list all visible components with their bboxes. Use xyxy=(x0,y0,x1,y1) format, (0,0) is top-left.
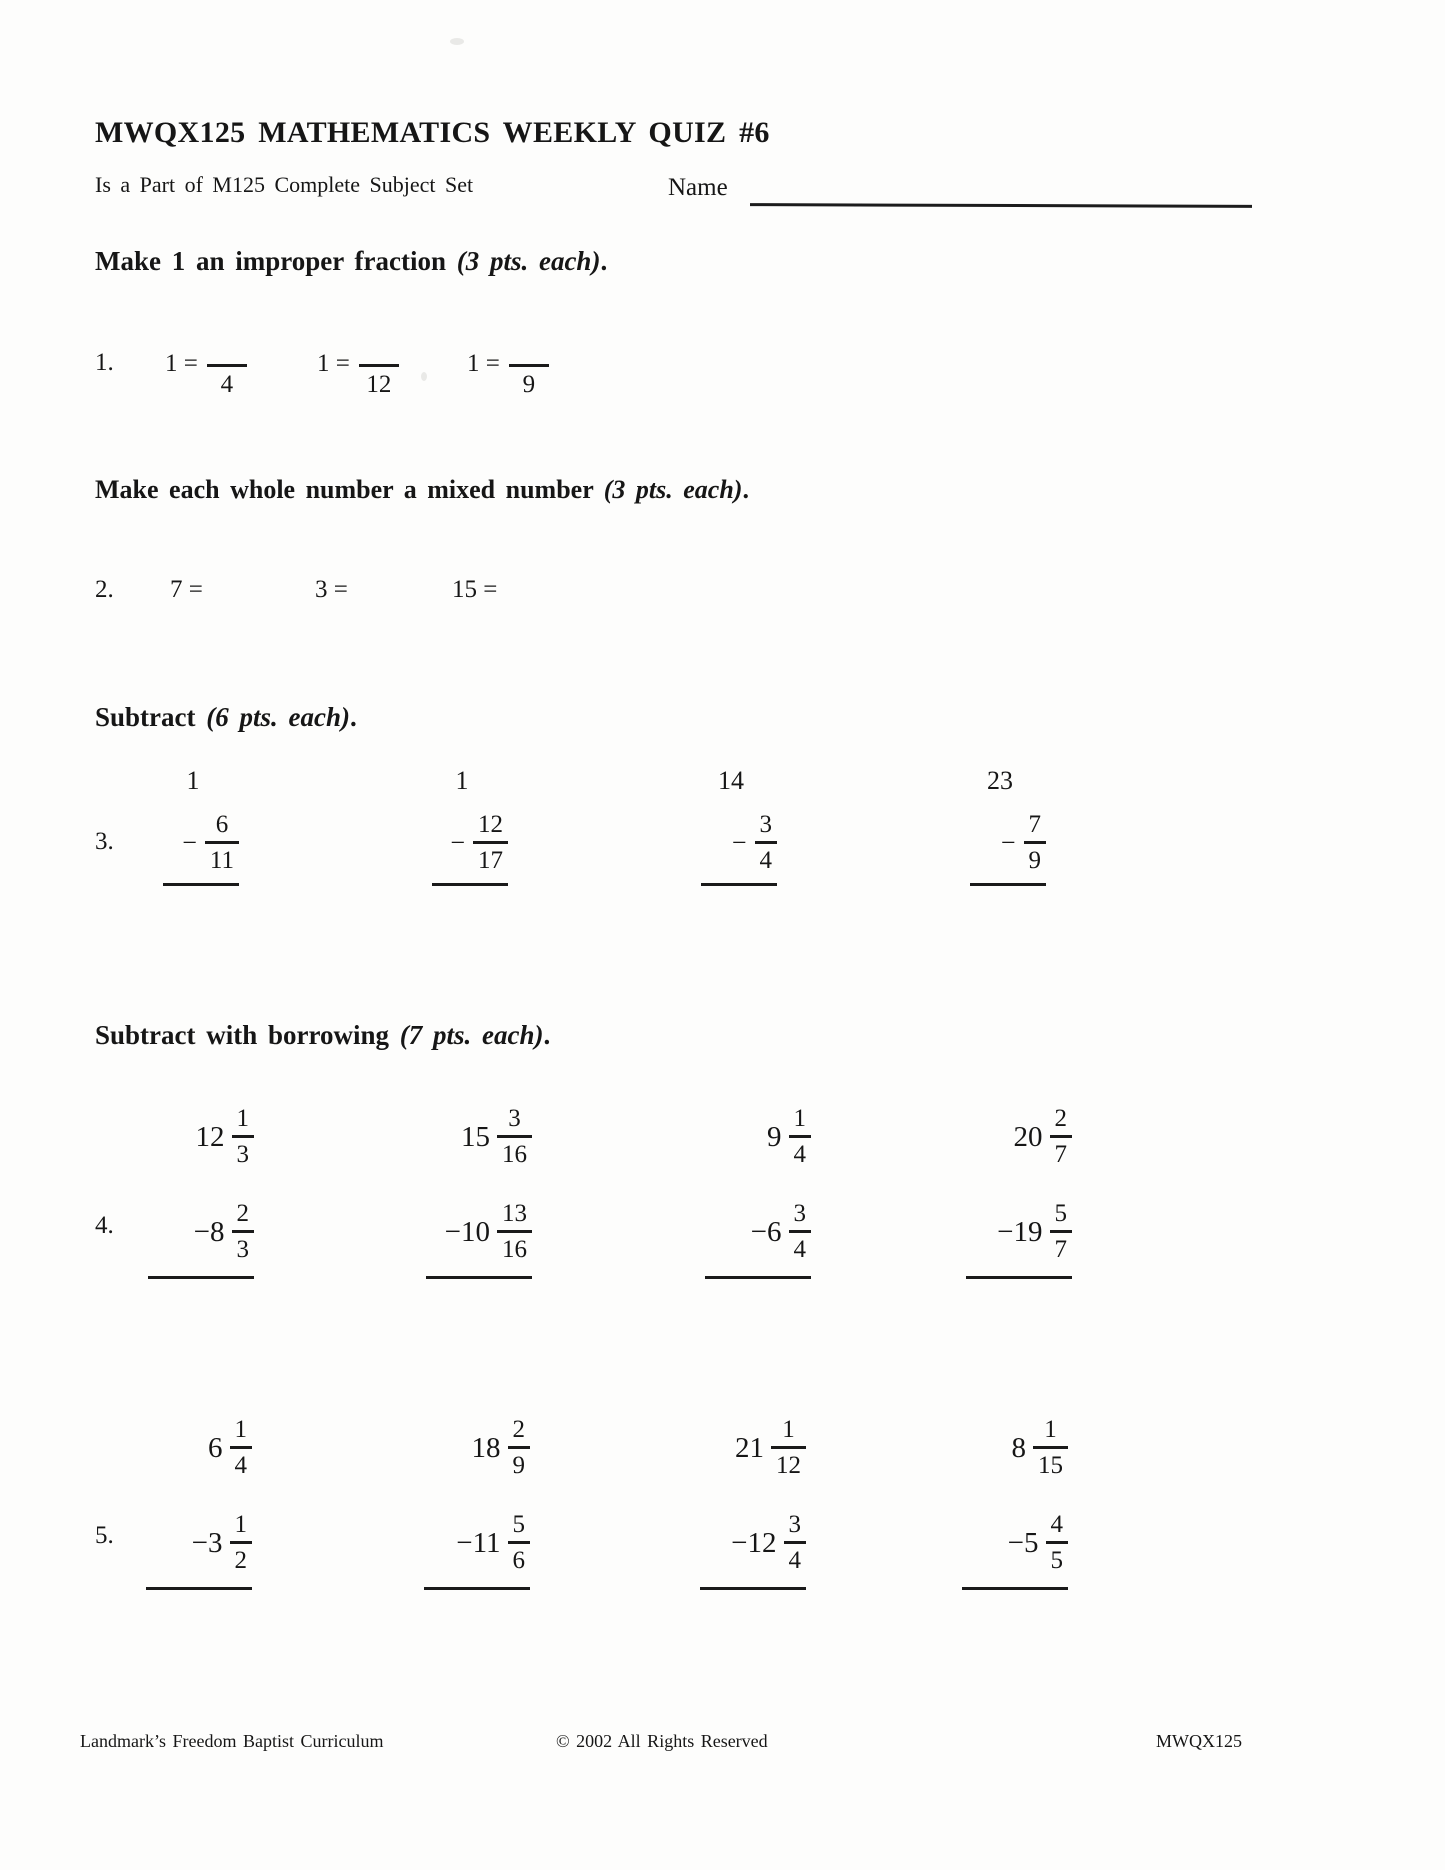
answer-line[interactable] xyxy=(966,1276,1072,1279)
fraction xyxy=(1050,1104,1073,1169)
heading-text: Make 1 an improper fraction xyxy=(95,246,457,276)
mixed-bottom xyxy=(962,1510,1068,1575)
name-fill-line[interactable] xyxy=(750,203,1252,208)
fraction-numerator: 3 xyxy=(759,811,772,838)
fraction-numerator: 7 xyxy=(1028,811,1041,838)
name-label: Name xyxy=(668,174,728,201)
fraction xyxy=(205,810,239,875)
fraction-denominator: 9 xyxy=(522,371,536,398)
mixed-subtraction-problem[interactable] xyxy=(705,1104,811,1279)
fraction-numerator: 1 xyxy=(1044,1416,1057,1443)
heading-suffix: . xyxy=(742,475,749,504)
minus-sign: − xyxy=(1000,827,1016,857)
fraction xyxy=(1046,1510,1069,1575)
fraction-numerator: 1 xyxy=(234,1511,247,1538)
fraction-numerator: 1 xyxy=(782,1416,795,1443)
whole-number: −19 xyxy=(997,1215,1043,1248)
fraction-denominator: 7 xyxy=(1050,1135,1073,1169)
mixed-top xyxy=(146,1415,252,1480)
whole-number: −3 xyxy=(191,1526,223,1559)
answer-line[interactable] xyxy=(424,1587,530,1590)
answer-line[interactable] xyxy=(148,1276,254,1279)
mixed-subtraction-problem[interactable] xyxy=(962,1415,1068,1590)
fraction xyxy=(508,1415,531,1480)
fraction-denominator: 4 xyxy=(230,1446,253,1480)
mixed-top xyxy=(148,1104,254,1169)
fraction-numerator: 3 xyxy=(788,1511,801,1538)
blank-fraction[interactable] xyxy=(207,348,247,399)
minuend: 1 xyxy=(186,766,200,795)
heading-suffix: . xyxy=(349,702,357,732)
fraction-denominator: 9 xyxy=(1024,841,1047,875)
whole-number: −12 xyxy=(731,1526,777,1559)
fraction-numerator: 13 xyxy=(502,1200,527,1227)
fraction-denominator: 4 xyxy=(789,1135,812,1169)
mixed-bottom xyxy=(700,1510,806,1575)
fraction-numerator: 2 xyxy=(1054,1105,1067,1132)
mixed-subtraction-problem[interactable] xyxy=(426,1104,532,1279)
problem-2-number: 2. xyxy=(95,576,114,603)
fraction xyxy=(473,810,508,875)
whole-number: 15 xyxy=(461,1120,490,1153)
answer-line[interactable] xyxy=(426,1276,532,1279)
problem-3-number: 3. xyxy=(95,828,114,855)
answer-line[interactable] xyxy=(146,1587,252,1590)
mixed-bottom xyxy=(424,1510,530,1575)
fraction xyxy=(232,1104,255,1169)
fraction-numerator: 3 xyxy=(508,1105,521,1132)
fraction-denominator: 4 xyxy=(789,1230,812,1264)
minus-sign: − xyxy=(450,827,465,857)
whole-number: 18 xyxy=(471,1431,501,1464)
fraction-numerator: 1 xyxy=(793,1105,806,1132)
whole-number: 21 xyxy=(735,1431,764,1464)
heading-points: (6 pts. each) xyxy=(206,702,350,732)
blank-fraction[interactable] xyxy=(359,348,399,399)
heading-suffix: . xyxy=(543,1020,551,1050)
heading-text: Subtract with borrowing xyxy=(95,1020,400,1050)
fraction-denominator: 12 xyxy=(771,1446,806,1480)
whole-number-item[interactable]: 3 = xyxy=(315,576,348,603)
fraction xyxy=(508,1510,531,1575)
minuend: 23 xyxy=(987,766,1013,795)
subtraction-problem[interactable] xyxy=(701,768,777,886)
whole-number: −10 xyxy=(444,1215,490,1248)
subtraction-problem[interactable] xyxy=(432,768,508,886)
problem-1-number: 1. xyxy=(95,349,114,376)
fraction-denominator: 7 xyxy=(1050,1230,1073,1264)
heading-text: Make each whole number a mixed number xyxy=(95,475,604,504)
mixed-bottom xyxy=(705,1199,811,1264)
fraction xyxy=(789,1199,812,1264)
fraction-numerator: 5 xyxy=(512,1511,525,1538)
fraction-numerator: 3 xyxy=(793,1200,806,1227)
fraction-numerator: 2 xyxy=(512,1416,525,1443)
footer-right: MWQX125 xyxy=(1156,1731,1242,1751)
fraction xyxy=(1033,1415,1068,1480)
fraction-denominator: 17 xyxy=(473,841,508,875)
fraction-numerator: 1 xyxy=(234,1416,247,1443)
fraction-numerator: 1 xyxy=(236,1105,249,1132)
fraction-denominator: 15 xyxy=(1033,1446,1068,1480)
whole-number: −5 xyxy=(1007,1526,1039,1559)
equation-lhs: 1 = xyxy=(165,350,198,377)
section-heading-improper-fraction xyxy=(95,246,607,277)
fraction xyxy=(230,1510,253,1575)
answer-line[interactable] xyxy=(163,883,239,886)
mixed-subtraction-problem[interactable] xyxy=(148,1104,254,1279)
answer-line[interactable] xyxy=(962,1587,1068,1590)
page-title: MWQX125 MATHEMATICS WEEKLY QUIZ #6 xyxy=(95,116,770,149)
fraction xyxy=(232,1199,255,1264)
fraction-denominator: 4 xyxy=(220,371,234,398)
heading-suffix: . xyxy=(600,246,608,276)
mixed-bottom xyxy=(146,1510,252,1575)
section-heading-subtract xyxy=(95,702,357,733)
whole-number: −11 xyxy=(456,1526,501,1559)
fraction-denominator: 11 xyxy=(205,841,239,875)
whole-number-item[interactable]: 15 = xyxy=(452,576,498,603)
mixed-subtraction-problem[interactable] xyxy=(424,1415,530,1590)
fraction-denominator: 6 xyxy=(508,1541,531,1575)
fraction-denominator: 4 xyxy=(755,841,778,875)
improper-fraction-item[interactable] xyxy=(165,348,247,399)
whole-number: −8 xyxy=(193,1215,225,1248)
mixed-top xyxy=(426,1104,532,1169)
fraction xyxy=(497,1104,532,1169)
heading-points: (3 pts. each) xyxy=(603,475,743,504)
fraction-numerator: 2 xyxy=(236,1200,249,1227)
fraction xyxy=(1024,810,1047,875)
fraction-denominator: 3 xyxy=(232,1135,255,1169)
heading-points: (3 pts. each) xyxy=(456,246,601,276)
heading-text: Subtract xyxy=(95,702,207,732)
fraction-denominator: 16 xyxy=(497,1135,532,1169)
fraction xyxy=(755,810,778,875)
mixed-bottom xyxy=(426,1199,532,1264)
fraction-denominator: 12 xyxy=(366,371,392,398)
fraction-denominator: 2 xyxy=(230,1541,253,1575)
answer-line[interactable] xyxy=(432,883,508,886)
fraction-denominator: 3 xyxy=(232,1230,255,1264)
fraction xyxy=(497,1199,532,1264)
fraction xyxy=(789,1104,812,1169)
improper-fraction-item[interactable] xyxy=(317,348,399,399)
answer-line[interactable] xyxy=(701,883,777,886)
fraction-denominator: 4 xyxy=(784,1541,807,1575)
fraction xyxy=(771,1415,806,1480)
answer-line[interactable] xyxy=(705,1276,811,1279)
fraction xyxy=(784,1510,807,1575)
minus-sign: − xyxy=(731,827,747,857)
mixed-top xyxy=(700,1415,806,1480)
fraction-numerator: 12 xyxy=(478,811,503,838)
mixed-top xyxy=(962,1415,1068,1480)
minuend: 1 xyxy=(455,766,469,795)
equation-lhs: 1 = xyxy=(317,350,350,377)
minuend: 14 xyxy=(718,766,744,795)
mixed-subtraction-problem[interactable] xyxy=(700,1415,806,1590)
whole-number: 8 xyxy=(1011,1431,1026,1464)
page-subtitle: Is a Part of M125 Complete Subject Set xyxy=(95,172,474,197)
footer-center: © 2002 All Rights Reserved xyxy=(556,1731,768,1751)
fraction-denominator: 16 xyxy=(497,1230,532,1264)
fraction-denominator: 9 xyxy=(508,1446,531,1480)
whole-number: 6 xyxy=(208,1431,223,1464)
subtraction-problem[interactable] xyxy=(970,768,1046,886)
fraction-numerator: 4 xyxy=(1050,1511,1063,1538)
scan-artifact xyxy=(450,38,464,45)
fraction-denominator: 5 xyxy=(1046,1541,1069,1575)
scan-artifact xyxy=(421,372,427,381)
problem-5-number: 5. xyxy=(95,1522,114,1549)
section-heading-subtract-borrowing xyxy=(95,1020,550,1051)
subtraction-problem[interactable] xyxy=(163,768,239,886)
whole-number-item[interactable]: 7 = xyxy=(170,576,203,603)
minus-sign: − xyxy=(182,827,197,857)
mixed-top xyxy=(966,1104,1072,1169)
mixed-bottom xyxy=(148,1199,254,1264)
footer-left: Landmark’s Freedom Baptist Curriculum xyxy=(80,1731,384,1751)
problem-4-number: 4. xyxy=(95,1212,114,1239)
fraction xyxy=(230,1415,253,1480)
blank-fraction[interactable] xyxy=(509,348,549,399)
whole-number: −6 xyxy=(750,1215,782,1248)
mixed-bottom xyxy=(966,1199,1072,1264)
improper-fraction-item[interactable] xyxy=(467,348,549,399)
fraction-numerator: 5 xyxy=(1054,1200,1067,1227)
heading-points: (7 pts. each) xyxy=(399,1020,544,1050)
answer-line[interactable] xyxy=(970,883,1046,886)
equation-lhs: 1 = xyxy=(467,350,500,377)
mixed-top xyxy=(705,1104,811,1169)
answer-line[interactable] xyxy=(700,1587,806,1590)
mixed-subtraction-problem[interactable] xyxy=(146,1415,252,1590)
whole-number: 20 xyxy=(1013,1120,1043,1153)
whole-number: 12 xyxy=(195,1120,225,1153)
mixed-subtraction-problem[interactable] xyxy=(966,1104,1072,1279)
fraction xyxy=(1050,1199,1073,1264)
mixed-top xyxy=(424,1415,530,1480)
fraction-numerator: 6 xyxy=(215,811,229,838)
section-heading-mixed-number xyxy=(95,475,749,505)
whole-number: 9 xyxy=(767,1120,782,1153)
